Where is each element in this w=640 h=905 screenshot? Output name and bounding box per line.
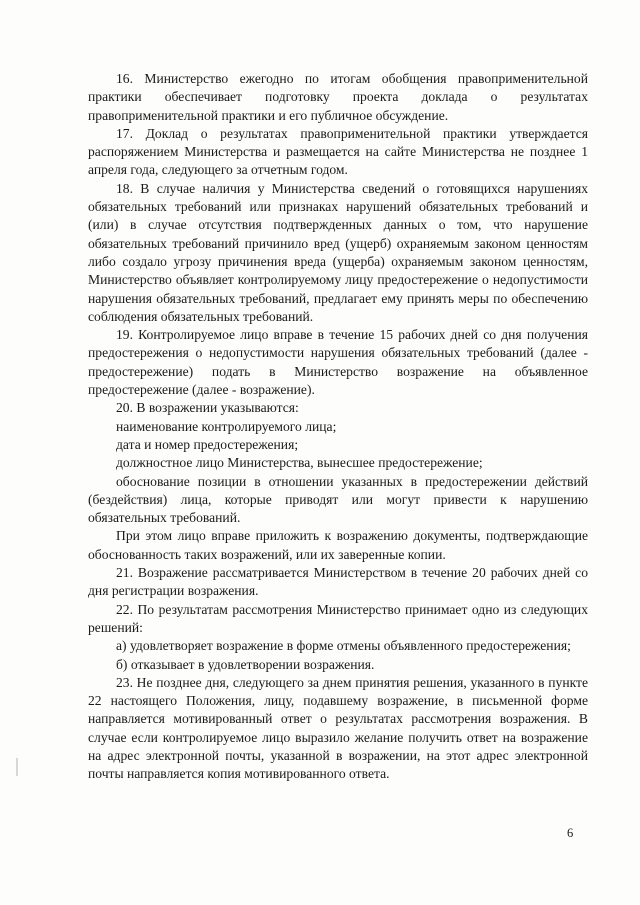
page-number: 6 (567, 826, 574, 840)
paragraph-attachments: При этом лицо вправе приложить к возражению документы, подтверждающие обоснованность таких возражений, или их заверенные копии. (88, 528, 588, 562)
paragraph-17: 17. Доклад о результатах правоприменительной практики утверждается распоряжением Министерства и размещается на сайте Министерства не позднее 1 апреля года, следующего за отчетным годом. (88, 125, 588, 178)
paragraph-19: 19. Контролируемое лицо вправе в течение 15 рабочих дней со дня получения предостережения о недопустимости нарушения обязательных требований (далее - предостережение) подать в Министерство возражение на объявленное предостережение (далее - возражение). (88, 327, 588, 398)
list-item-official: должностное лицо Министерства, вынесшее предостережение; (116, 455, 483, 471)
list-item-date: дата и номер предостережения; (116, 436, 299, 452)
paragraph-16: 16. Министерство ежегодно по итогам обобщения правоприменительной практики обеспечивает подготовку проекта доклада о результатах правоприменительной практики и его публичное обсуждение. (88, 71, 588, 123)
document-body (88, 70, 588, 784)
paragraph-20: 20. В возражении указываются: (116, 400, 299, 416)
paragraph-22: 22. По результатам рассмотрения Министерство принимает одно из следующих решений: (88, 601, 588, 635)
list-item-justification: обоснование позиции в отношении указанных в предостережении действий (бездействия) лица, которые приводят или могут привести к нарушению обязательных требований. (88, 473, 588, 526)
list-item-name: наименование контролируемого лица; (116, 418, 337, 434)
decision-option-a: а) удовлетворяет возражение в форме отмены объявленного предостережения; (116, 638, 571, 654)
paragraph-23: 23. Не позднее дня, следующего за днем принятия решения, указанного в пункте 22 настоящего Положения, лицу, подавшему возражение, в письменной форме направляется мотивированный ответ о результатах рассмотрения возражения. В случае если контролируемое лицо выразило желание получить ответ на возражение на адрес электронной почты, указанной в возражении, на этот адрес электронной почты направляется копия мотивированного ответа. (88, 674, 588, 782)
scan-margin-mark (16, 758, 18, 776)
decision-option-b: б) отказывает в удовлетворении возражения. (116, 656, 375, 672)
paragraph-18: 18. В случае наличия у Министерства сведений о готовящихся нарушениях обязательных требований или признаках нарушений обязательных требований и (или) в случае отсутствия подтвержденных данных о том, что нарушение обязательных требований причинило вред (ущерб) охраняемым законом ценностям либо создало угрозу причинения вреда (ущерба) охраняемым законом ценностям, Министерство объявляет контролируемому лицу предостережение о недопустимости нарушения обязательных требований, предлагает ему принять меры по обеспечению соблюдения обязательных требований. (88, 180, 588, 324)
paragraph-21: 21. Возражение рассматривается Министерством в течение 20 рабочих дней со дня регистрации возражения. (88, 565, 588, 599)
